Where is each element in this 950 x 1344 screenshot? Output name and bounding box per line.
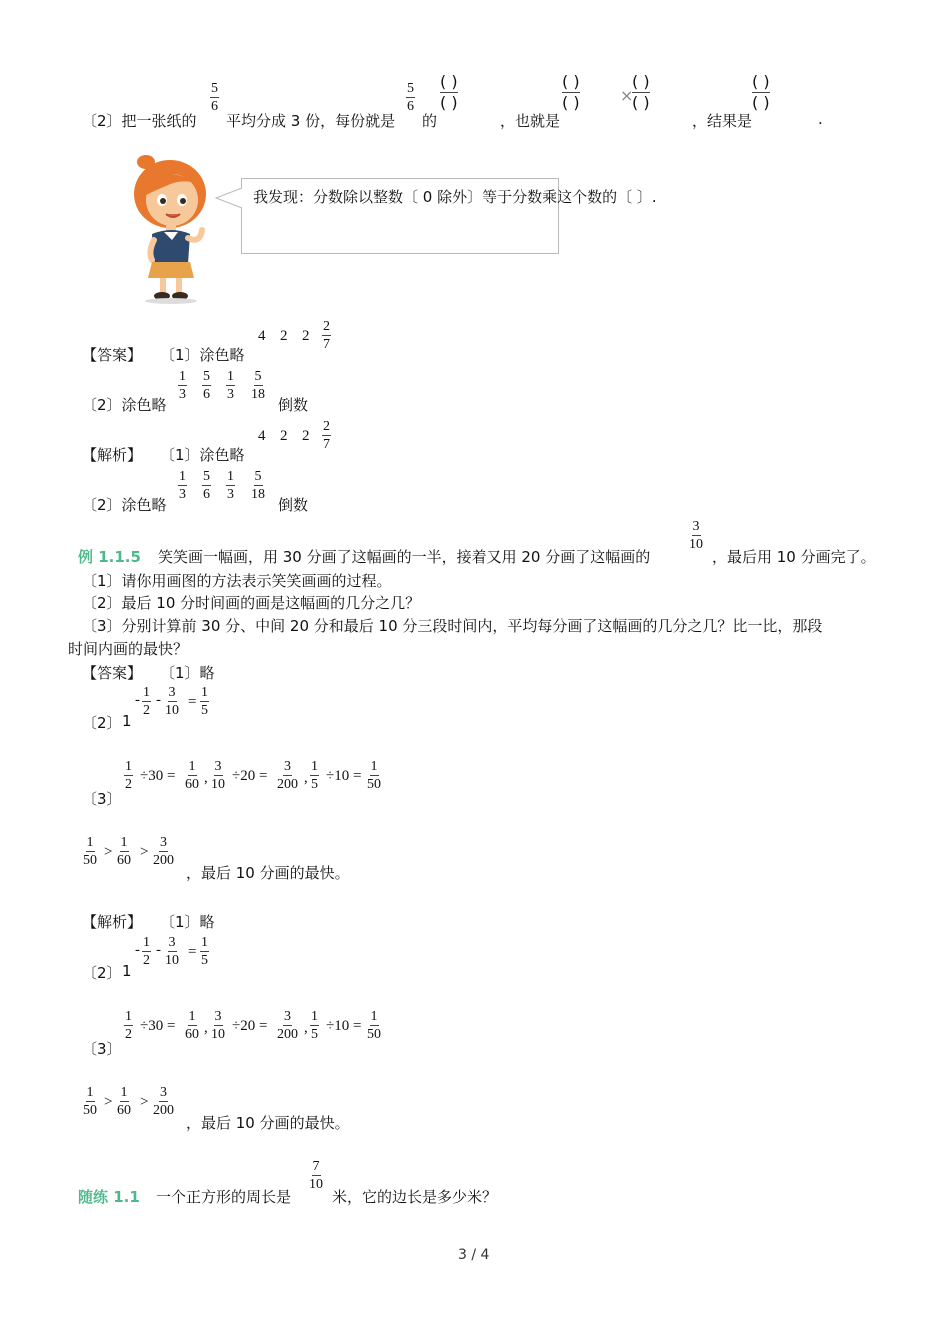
part2-mid4: ，结果是 <box>692 112 753 130</box>
analysis2-p3-frac-d: $\frac{3}{200}$ <box>277 1009 298 1042</box>
analysis1-frac-4: $\frac{5}{18}$ <box>251 469 265 502</box>
example-q2: 〔2〕最后 10 分时间画的画是这幅画的几分之几？ <box>82 594 421 612</box>
analysis2-cmp-frac-b: $\frac{1}{60}$ <box>117 1085 131 1118</box>
answer2-p3-frac-c: $\frac{3}{10}$ <box>211 759 225 792</box>
blank-fraction-2: ( ) ( ) <box>562 72 580 112</box>
analysis2-p3-div20: ÷20 = <box>232 1018 268 1034</box>
answer1-p1-label: 〔1〕涂色略 <box>160 346 245 364</box>
answer2-one: 1 <box>122 712 132 730</box>
analysis1-val-b: 2 <box>280 428 288 444</box>
analysis2-frac-1-2: $\frac{1}{2}$ <box>143 935 150 968</box>
answer2-p3-div20: ÷20 = <box>232 768 268 784</box>
answer2-p3-line <box>82 758 422 808</box>
analysis1-val-c: 2 <box>302 428 310 444</box>
analysis2-minus-b: - <box>156 942 161 958</box>
practice-line <box>78 1158 598 1208</box>
answer2-p2-line <box>82 684 282 730</box>
answer2-frac-1-2: $\frac{1}{2}$ <box>143 685 150 718</box>
analysis1-block <box>82 418 482 518</box>
fraction-5-6: $\frac{5}{6}$ <box>211 81 218 114</box>
analysis2-cmp-frac-a: $\frac{1}{50}$ <box>83 1085 97 1118</box>
practice-text-a: 一个正方形的周长是 <box>156 1188 292 1206</box>
analysis2-p3-frac-c: $\frac{3}{10}$ <box>211 1009 225 1042</box>
times-sign: × <box>620 86 634 105</box>
answer1-p2-label: 〔2〕涂色略 <box>82 396 167 414</box>
answer1-tag: 【答案】 <box>82 346 143 364</box>
page-number: 3 / 4 <box>458 1247 490 1263</box>
part2-mid2: 的 <box>422 112 438 130</box>
bubble-text: 我发现：分数除以整数〔 0 除外〕等于分数乘这个数的〔 〕. <box>253 188 657 206</box>
analysis2-p3-div30: ÷30 = <box>140 1018 176 1034</box>
example-heading-line <box>78 518 898 568</box>
answer2-p3-comma-b: , <box>304 770 308 786</box>
answer2-p3-div10: ÷10 = <box>326 768 362 784</box>
example-label: 例 1.1.5 <box>78 548 141 566</box>
answer2-p2-label: 〔2〕 <box>82 714 122 732</box>
answer2-frac-3-10: $\frac{3}{10}$ <box>165 685 179 718</box>
analysis1-frac-2: $\frac{5}{6}$ <box>203 469 210 502</box>
analysis2-compare-line <box>80 1084 400 1130</box>
analysis2-gt-a: > <box>104 1094 113 1110</box>
answer2-gt-b: > <box>140 844 149 860</box>
example-text-b: ，最后用 10 分画完了。 <box>712 548 876 566</box>
analysis2-minus-a: - <box>135 942 140 958</box>
part2-mid1: 平均分成 3 份，每份就是 <box>226 112 396 130</box>
analysis2-p3-frac-e: $\frac{1}{5}$ <box>311 1009 318 1042</box>
analysis1-p2-label: 〔2〕涂色略 <box>82 496 167 514</box>
answer1-frac-4: $\frac{5}{18}$ <box>251 369 265 402</box>
analysis1-frac-1: $\frac{1}{3}$ <box>179 469 186 502</box>
practice-text-b: 米，它的边长是多少米？ <box>332 1188 498 1206</box>
answer2-p3-frac-a: $\frac{1}{2}$ <box>125 759 132 792</box>
analysis2-tag: 【解析】 <box>82 913 143 931</box>
analysis1-frac-2-7: $\frac{2}{7}$ <box>323 419 330 452</box>
blank-fraction-1: ( ) ( ) <box>440 72 458 112</box>
answer2-p1: 〔1〕略 <box>160 664 215 682</box>
analysis1-p1-label: 〔1〕涂色略 <box>160 446 245 464</box>
blank-fraction-3: ( ) ( ) <box>632 72 650 112</box>
practice-frac-7-10: $\frac{7}{10}$ <box>309 1159 323 1192</box>
example-q3-line2: 时间内画的最快？ <box>68 640 189 658</box>
answer2-frac-1-5: $\frac{1}{5}$ <box>201 685 208 718</box>
analysis2-one: 1 <box>122 962 132 980</box>
analysis1-tag: 【解析】 <box>82 446 143 464</box>
part2-mid3: ，也就是 <box>500 112 561 130</box>
analysis2-eq: = <box>188 944 197 960</box>
analysis2-p3-label: 〔3〕 <box>82 1040 122 1058</box>
analysis2-p3-frac-a: $\frac{1}{2}$ <box>125 1009 132 1042</box>
analysis2-p3-frac-b: $\frac{1}{60}$ <box>185 1009 199 1042</box>
answer2-minus-a: - <box>135 692 140 708</box>
answer2-gt-a: > <box>104 844 113 860</box>
answer1-frac-2-7: $\frac{2}{7}$ <box>323 319 330 352</box>
answer2-p3-label: 〔3〕 <box>82 790 122 808</box>
answer1-frac-1: $\frac{1}{3}$ <box>179 369 186 402</box>
answer2-cmp-frac-b: $\frac{1}{60}$ <box>117 835 131 868</box>
analysis2-p3-frac-f: $\frac{1}{50}$ <box>367 1009 381 1042</box>
analysis2-p3-comma-b: , <box>304 1020 308 1036</box>
answer2-p3-frac-e: $\frac{1}{5}$ <box>311 759 318 792</box>
answer1-p2-word: 倒数 <box>278 396 309 414</box>
part2-end: . <box>818 110 823 128</box>
answer2-eq: = <box>188 694 197 710</box>
answer1-val-c: 2 <box>302 328 310 344</box>
part2-prefix: 〔2〕把一张纸的 <box>82 112 197 130</box>
example-text-a: 笑笑画一幅画，用 30 分画了这幅画的一半，接着又用 20 分画了这幅画的 <box>158 548 651 566</box>
analysis2-p2-label: 〔2〕 <box>82 964 122 982</box>
bubble-tail <box>214 186 244 210</box>
answer2-p3-frac-b: $\frac{1}{60}$ <box>185 759 199 792</box>
practice-label: 随练 1.1 <box>78 1188 140 1206</box>
answer2-cmp-frac-a: $\frac{1}{50}$ <box>83 835 97 868</box>
answer2-p3-comma-a: , <box>204 770 208 786</box>
answer2-minus-b: - <box>156 692 161 708</box>
analysis2-cmp-frac-c: $\frac{3}{200}$ <box>153 1085 174 1118</box>
analysis1-p2-word: 倒数 <box>278 496 309 514</box>
analysis2-p3-comma-a: , <box>204 1020 208 1036</box>
analysis2-conclusion: ，最后 10 分画的最快。 <box>186 1114 350 1132</box>
answer2-p3-div30: ÷30 = <box>140 768 176 784</box>
analysis1-frac-3: $\frac{1}{3}$ <box>227 469 234 502</box>
answer2-compare-line <box>80 834 400 880</box>
answer2-tag: 【答案】 <box>82 664 143 682</box>
analysis2-p2-line <box>82 934 282 980</box>
example-q3-line1: 〔3〕分别计算前 30 分、中间 20 分和最后 10 分三段时间内，平均每分画了这幅画的几分之几？比一比，那段 <box>82 617 823 635</box>
example-frac-3-10: $\frac{3}{10}$ <box>689 519 703 552</box>
answer1-val-a: 4 <box>258 328 266 344</box>
analysis2-gt-b: > <box>140 1094 149 1110</box>
answer1-frac-2: $\frac{5}{6}$ <box>203 369 210 402</box>
analysis2-frac-3-10: $\frac{3}{10}$ <box>165 935 179 968</box>
answer2-cmp-frac-c: $\frac{3}{200}$ <box>153 835 174 868</box>
analysis2-p3-div10: ÷10 = <box>326 1018 362 1034</box>
analysis2-frac-1-5: $\frac{1}{5}$ <box>201 935 208 968</box>
answer1-block <box>82 318 482 418</box>
answer2-p3-frac-f: $\frac{1}{50}$ <box>367 759 381 792</box>
answer1-val-b: 2 <box>280 328 288 344</box>
answer2-p3-frac-d: $\frac{3}{200}$ <box>277 759 298 792</box>
analysis1-val-a: 4 <box>258 428 266 444</box>
girl-illustration <box>122 152 212 304</box>
fraction-5-6-b: $\frac{5}{6}$ <box>407 81 414 114</box>
example-q1: 〔1〕请你用画图的方法表示笑笑画画的过程。 <box>82 572 392 590</box>
blank-fraction-4: ( ) ( ) <box>752 72 770 112</box>
analysis2-p1: 〔1〕略 <box>160 913 215 931</box>
answer1-frac-3: $\frac{1}{3}$ <box>227 369 234 402</box>
answer2-conclusion: ，最后 10 分画的最快。 <box>186 864 350 882</box>
analysis2-p3-line <box>82 1008 422 1058</box>
